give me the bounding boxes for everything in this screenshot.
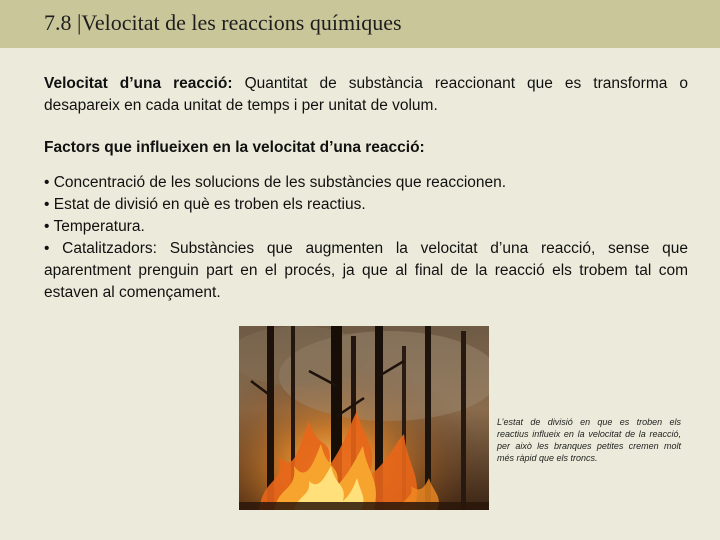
definition-text: Quantitat de substància reaccionant que es transforma o desapareix en cada unitat de temps i per unitat de volum. [44, 75, 688, 114]
forest-fire-illustration [239, 326, 489, 510]
factor-item-catalysts: • Catalitzadors: Substàncies que augmenten la velocitat d’una reacció, sense que aparentment prenguin part en el procés, ja que al final de la reacció els trobem tal com estaven al començament. [44, 240, 688, 301]
factors-list [44, 172, 688, 304]
factors-heading: Factors que influeixen en la velocitat d’una reacció: [44, 139, 425, 156]
photo-caption: L’estat de divisió en que es troben els reactius influeix en la velocitat de la reacció, per això les branques petites cremen molt més ràpid que els troncs. [497, 417, 681, 463]
slide-content [44, 73, 688, 304]
definition-term: Velocitat d’una reacció: [44, 75, 233, 92]
factor-item-temperature: • Temperatura. [44, 218, 145, 235]
factor-item-division-state: • Estat de divisió en què es troben els reactius. [44, 196, 366, 213]
definition-paragraph [44, 73, 688, 117]
title-bar [0, 0, 720, 48]
factor-item-concentration: • Concentració de les solucions de les substàncies que reaccionen. [44, 174, 507, 191]
forest-fire-photo [239, 326, 489, 510]
slide-title: 7.8 |Velocitat de les reaccions químiques [44, 10, 402, 35]
